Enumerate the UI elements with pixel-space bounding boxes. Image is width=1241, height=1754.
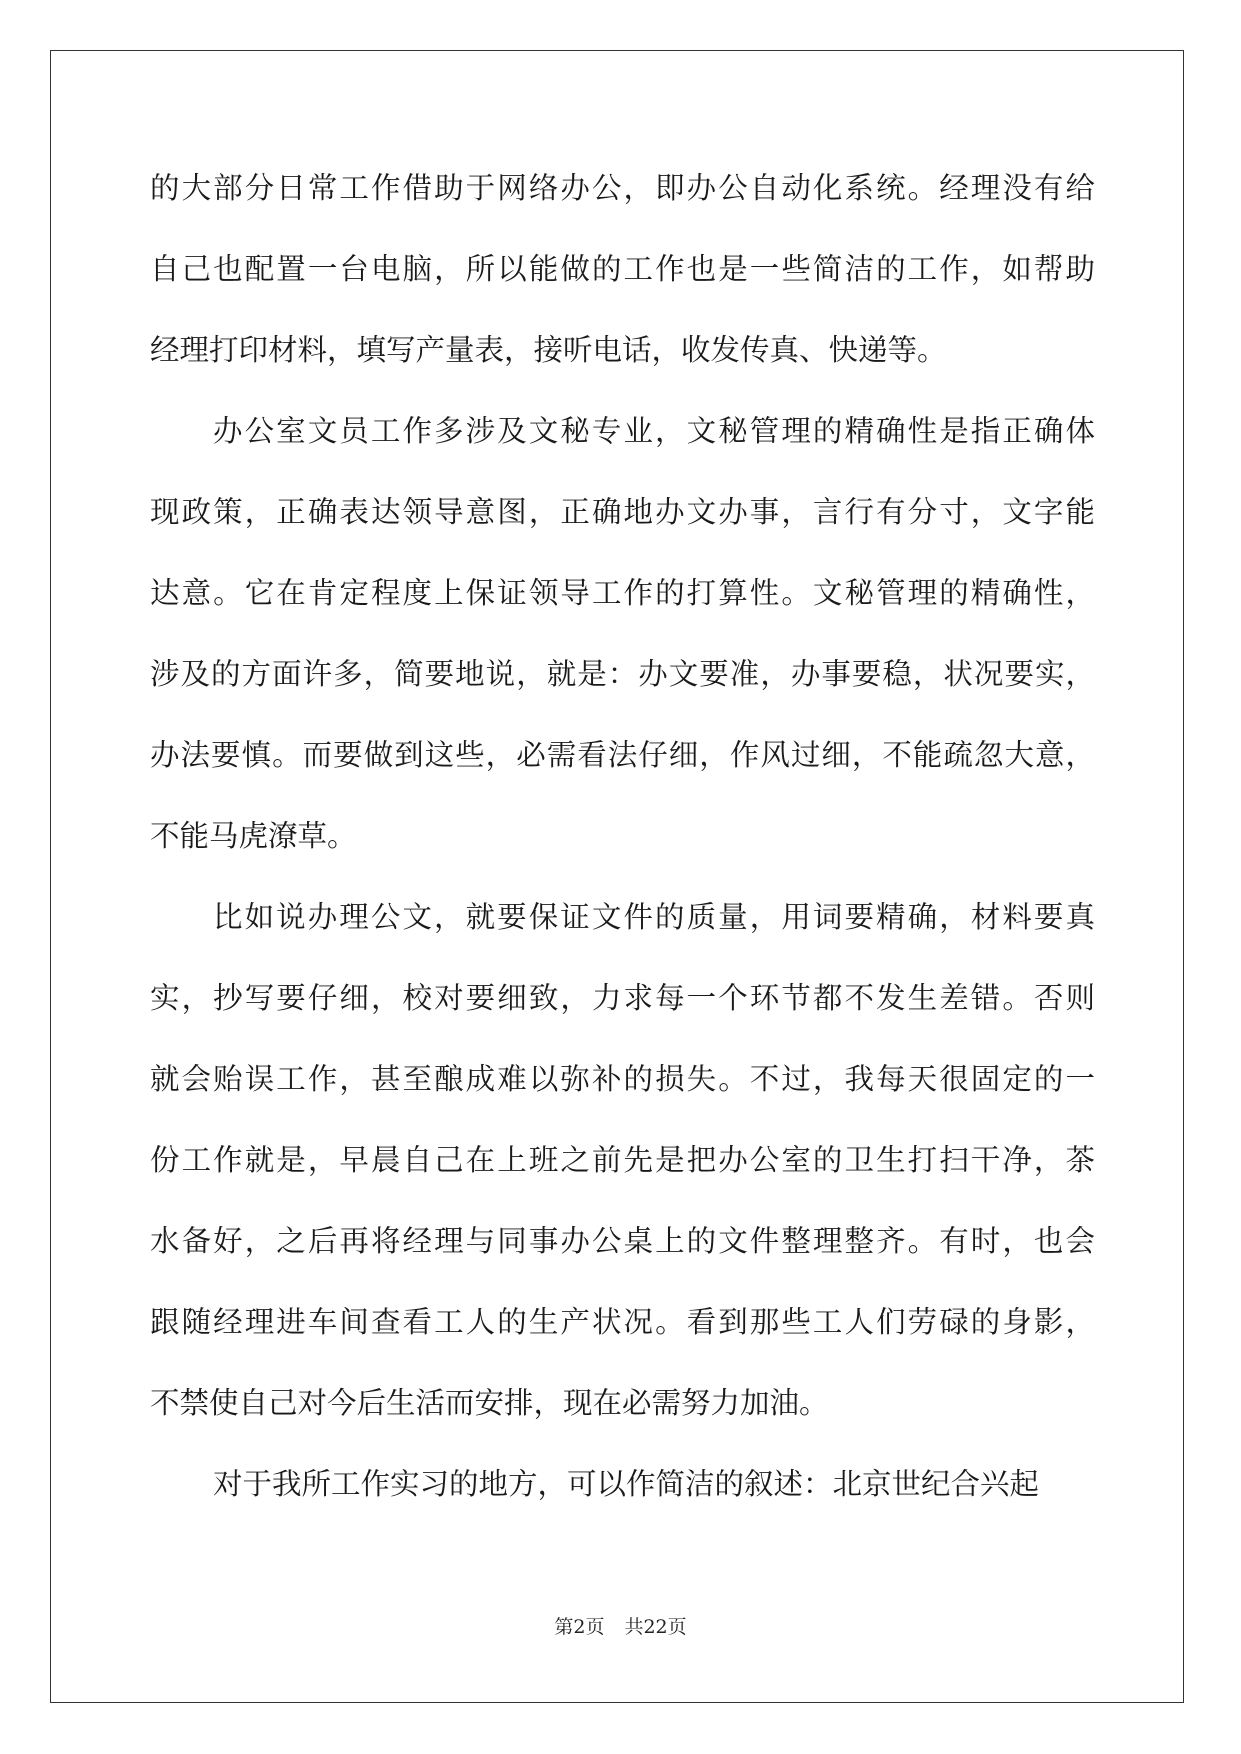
text-line: 不禁使自己对今后生活而安排，现在必需努力加油。 bbox=[150, 1386, 829, 1420]
page-footer bbox=[0, 1612, 1241, 1639]
text-line: 对于我所工作实习的地方，可以作简洁的叙述：北京世纪合兴起 bbox=[213, 1467, 1040, 1501]
text-line: 办法要慎。而要做到这些，必需看法仔细，作风过细，不能疏忽大意， bbox=[150, 738, 1095, 772]
text-line: 的大部分日常工作借助于网络办公，即办公自动化系统。经理没有给 bbox=[150, 171, 1095, 205]
text-line: 涉及的方面许多，简要地说，就是：办文要准，办事要稳，状况要实， bbox=[150, 657, 1095, 691]
document-body bbox=[150, 148, 1095, 1525]
page-number: 第2页 bbox=[554, 1616, 605, 1638]
text-line: 经理打印材料，填写产量表，接听电话，收发传真、快递等。 bbox=[150, 333, 947, 367]
text-line: 办公室文员工作多涉及文秘专业，文秘管理的精确性是指正确体 bbox=[213, 414, 1095, 448]
text-line: 水备好，之后再将经理与同事办公桌上的文件整理整齐。有时，也会 bbox=[150, 1224, 1095, 1258]
text-line: 份工作就是，早晨自己在上班之前先是把办公室的卫生打扫干净，茶 bbox=[150, 1143, 1095, 1177]
text-line: 就会贻误工作，甚至酿成难以弥补的损失。不过，我每天很固定的一 bbox=[150, 1062, 1095, 1096]
page-total: 共22页 bbox=[624, 1616, 687, 1638]
text-line: 比如说办理公文，就要保证文件的质量，用词要精确，材料要真 bbox=[213, 900, 1095, 934]
text-line: 现政策，正确表达领导意图，正确地办文办事，言行有分寸，文字能 bbox=[150, 495, 1095, 529]
text-line: 跟随经理进车间查看工人的生产状况。看到那些工人们劳碌的身影， bbox=[150, 1305, 1095, 1339]
text-line: 实，抄写要仔细，校对要细致，力求每一个环节都不发生差错。否则 bbox=[150, 981, 1095, 1015]
text-line: 不能马虎潦草。 bbox=[150, 819, 357, 853]
text-line: 自己也配置一台电脑，所以能做的工作也是一些简洁的工作，如帮助 bbox=[150, 252, 1095, 286]
text-line: 达意。它在肯定程度上保证领导工作的打算性。文秘管理的精确性， bbox=[150, 576, 1095, 610]
